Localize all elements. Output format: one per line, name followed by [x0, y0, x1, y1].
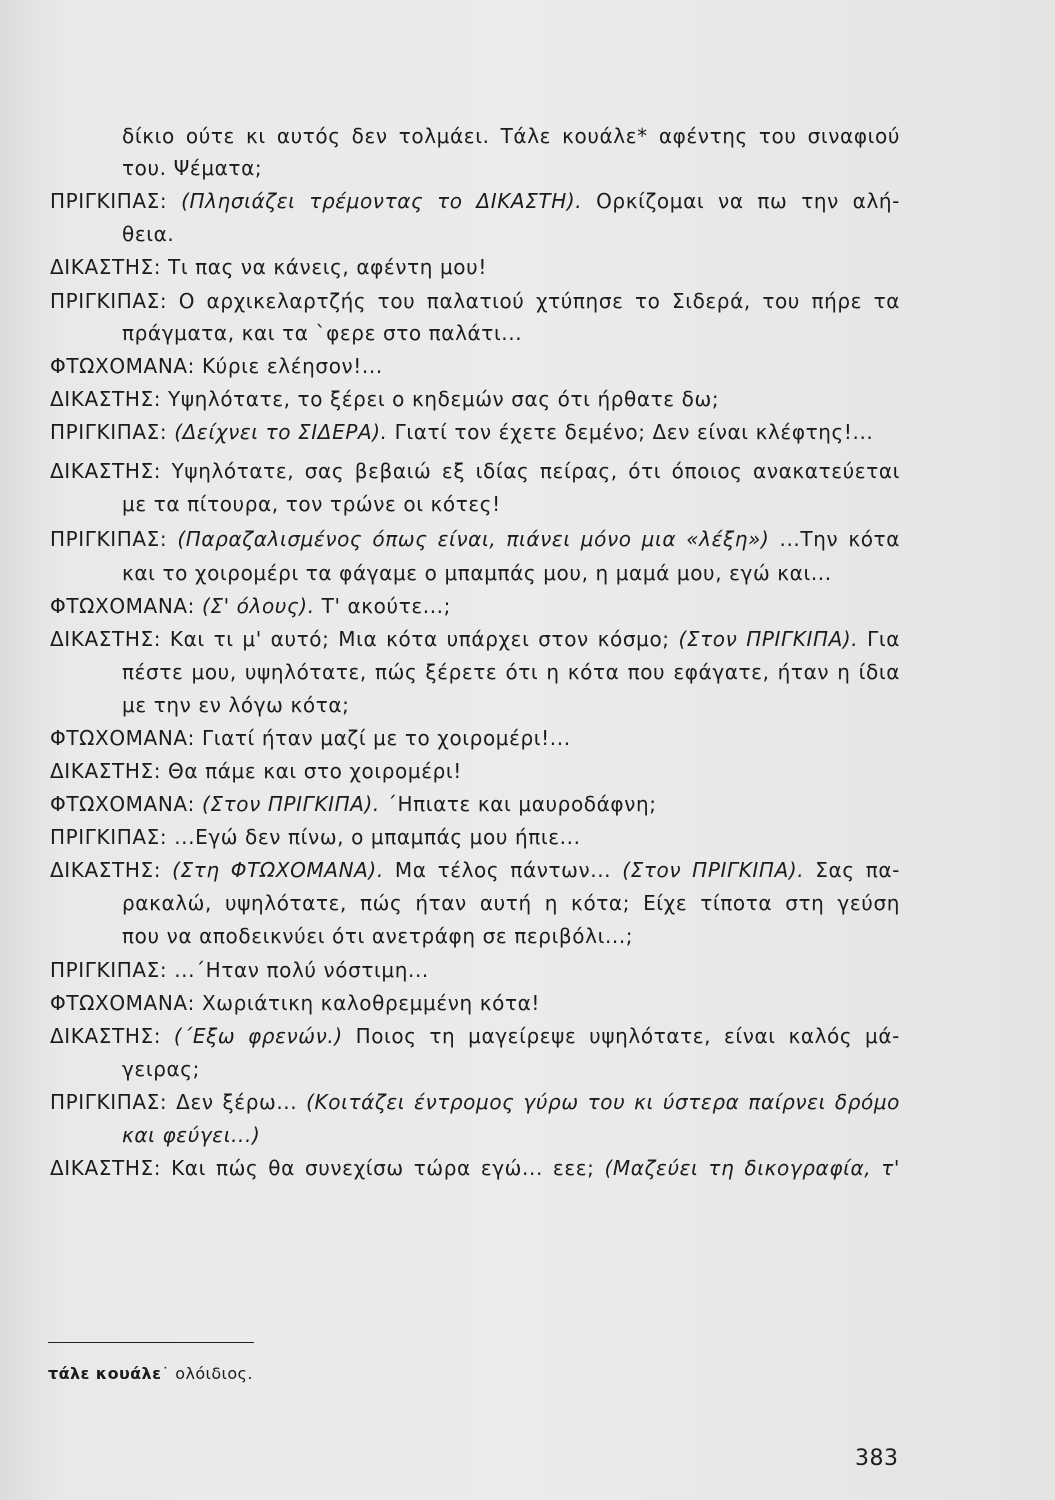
page-number: 383	[855, 1446, 899, 1471]
text-line: ΦΤΩΧΟΜΑΝΑ: (Σ' όλους). Τ' ακούτε...;	[50, 594, 451, 618]
text-line: ΦΤΩΧΟΜΑΝΑ: Κύριε ελέησον!...	[50, 354, 383, 378]
text-line: του. Ψέματα;	[122, 156, 263, 180]
text-line: γειρας;	[122, 1057, 200, 1081]
text-line: ΔΙΚΑΣΤΗΣ: (Στη ΦΤΩΧΟΜΑΝΑ). Μα τέλος πάντων... (Στον ΠΡΙΓΚΙΠΑ). Σας πα-	[50, 858, 900, 882]
text-line: ΦΤΩΧΟΜΑΝΑ: (Στον ΠΡΙΓΚΙΠΑ). ΄Ηπιατε και μαυροδάφνη;	[50, 792, 657, 816]
text-line: ΠΡΙΓΚΙΠΑΣ: ...΄Ηταν πολύ νόστιμη...	[50, 958, 429, 982]
text-line: ΔΙΚΑΣΤΗΣ: Υψηλότατε, σας βεβαιώ εξ ιδίας πείρας, ότι όποιος ανακατεύεται	[50, 459, 900, 483]
text-line: ΠΡΙΓΚΙΠΑΣ: (Πλησιάζει τρέμοντας το ΔΙΚΑΣΤΗ). Ορκίζομαι να πω την αλή-	[50, 189, 900, 213]
text-line: ΠΡΙΓΚΙΠΑΣ: ...Εγώ δεν πίνω, ο μπαμπάς μου ήπιε...	[50, 825, 581, 849]
text-line: ΠΡΙΓΚΙΠΑΣ: Ο αρχικελαρτζής του παλατιού χτύπησε το Σιδερά, του πήρε τα	[50, 289, 900, 313]
text-line: ΔΙΚΑΣΤΗΣ: Υψηλότατε, το ξέρει ο κηδεμών σας ότι ήρθατε δω;	[50, 387, 720, 411]
text-line: ΔΙΚΑΣΤΗΣ: Και πώς θα συνεχίσω τώρα εγώ... εεε; (Μαζεύει τη δικογραφία, τ'	[50, 1156, 900, 1180]
text-line: ΠΡΙΓΚΙΠΑΣ: Δεν ξέρω... (Κοιτάζει έντρομος γύρω του κι ύστερα παίρνει δρόμο	[50, 1090, 900, 1114]
text-line: ΔΙΚΑΣΤΗΣ: Τι πας να κάνεις, αφέντη μου!	[50, 255, 487, 279]
text-line: ρακαλώ, υψηλότατε, πώς ήταν αυτή η κότα; Είχε τίποτα στη γεύση	[122, 891, 900, 915]
text-line: ΔΙΚΑΣΤΗΣ: Θα πάμε και στο χοιρομέρι!	[50, 759, 462, 783]
text-line: ΦΤΩΧΟΜΑΝΑ: Χωριάτικη καλοθρεμμένη κότα!	[50, 991, 541, 1015]
text-line: και το χοιρομέρι τα φάγαμε ο μπαμπάς μου, η μαμά μου, εγώ και...	[122, 561, 832, 585]
text-line: που να αποδεικνύει ότι ανετράφη σε περιβόλι...;	[122, 924, 634, 948]
text-line: θεια.	[122, 222, 175, 246]
text-line: ΠΡΙΓΚΙΠΑΣ: (Δείχνει το ΣΙΔΕΡΑ). Γιατί τον έχετε δεμένο; Δεν είναι κλέφτης!...	[50, 420, 874, 444]
text-line: ΔΙΚΑΣΤΗΣ: (΄Εξω φρενών.) Ποιος τη μαγείρεψε υψηλότατε, είναι καλός μά-	[50, 1024, 900, 1048]
text-line: ΠΡΙΓΚΙΠΑΣ: (Παραζαλισμένος όπως είναι, πιάνει μόνο μια «λέξη») ...Την κότα	[50, 527, 900, 551]
text-line: πράγματα, και τα `φερε στο παλάτι...	[122, 321, 523, 345]
text-line: με τα πίτουρα, τον τρώνε οι κότες!	[122, 492, 501, 516]
text-line: πέστε μου, υψηλότατε, πώς ξέρετε ότι η κότα που εφάγατε, ήταν η ίδια	[122, 660, 900, 684]
footnote: τάλε κουάλε˙ ολόιδιος.	[48, 1364, 253, 1383]
text-line: με την εν λόγω κότα;	[122, 693, 350, 717]
text-line: δίκιο ούτε κι αυτός δεν τολμάει. Τάλε κουάλε* αφέντης του σιναφιού	[122, 124, 900, 148]
text-line: ΦΤΩΧΟΜΑΝΑ: Γιατί ήταν μαζί με το χοιρομέρι!...	[50, 726, 571, 750]
text-line: και φεύγει...)	[122, 1123, 261, 1147]
footnote-divider	[48, 1342, 254, 1343]
text-line: ΔΙΚΑΣΤΗΣ: Και τι μ' αυτό; Μια κότα υπάρχει στον κόσμο; (Στον ΠΡΙΓΚΙΠΑ). Για	[50, 627, 900, 651]
